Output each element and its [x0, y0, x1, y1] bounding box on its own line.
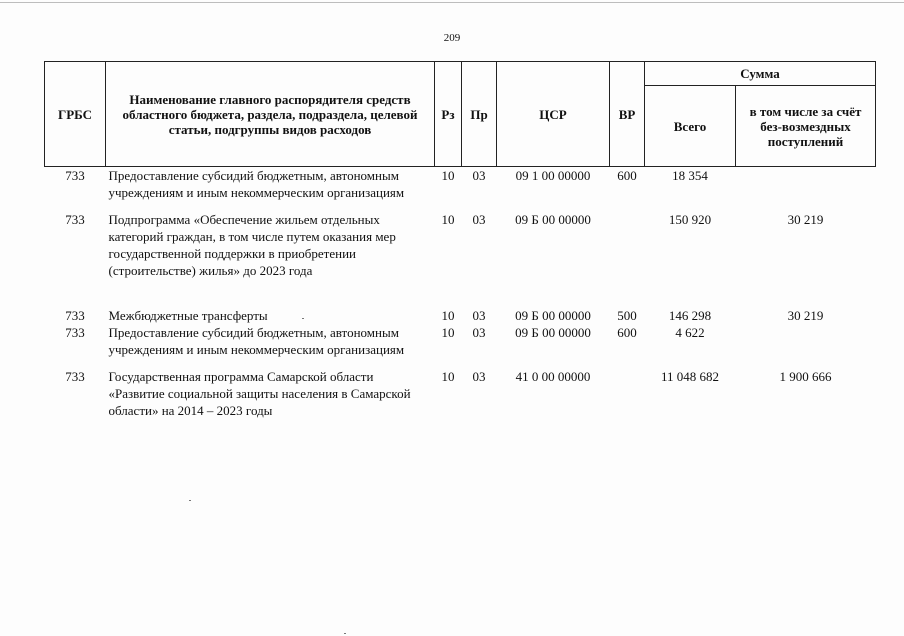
- cell-name: Предоставление субсидий бюджетным, автономным учреждениям и иным некоммерческим организациям: [108, 325, 405, 357]
- cell-vr: 500: [617, 308, 637, 323]
- cell-csr: 09 Б 00 00000: [515, 212, 591, 227]
- cell-rz: 10: [441, 212, 455, 227]
- cell-rz: 10: [441, 168, 455, 183]
- cell-total: 146 298: [668, 308, 712, 323]
- cell-csr: 41 0 00 00000: [515, 369, 591, 384]
- header-sum: Сумма: [645, 62, 876, 86]
- header-csr: ЦСР: [497, 62, 610, 167]
- cell-free: 30 219: [787, 212, 824, 227]
- cell-name: Межбюджетные трансферты: [108, 308, 268, 323]
- cell-pr: 03: [472, 325, 486, 340]
- cell-free: [736, 167, 876, 202]
- cell-total: 4 622: [675, 325, 705, 340]
- scan-speck: [302, 318, 304, 319]
- cell-grbs: 733: [65, 325, 85, 340]
- header-name: Наименование главного распорядителя средств областного бюджета, раздела, подраздела, целевой статьи, подгруппы видов расходов: [106, 62, 435, 167]
- cell-vr: [610, 211, 645, 279]
- scan-speck: [189, 500, 191, 501]
- header-rz: Рз: [435, 62, 462, 167]
- table-row: [45, 167, 876, 202]
- cell-csr: 09 Б 00 00000: [515, 325, 591, 340]
- cell-name: Подпрограмма «Обеспечение жильем отдельных категорий граждан, в том числе путем оказания мер государственной поддержки в приобретении (строительстве) жилья» до 2023 года: [108, 212, 396, 278]
- cell-total: 18 354: [672, 168, 708, 183]
- header-vr: ВР: [610, 62, 645, 167]
- cell-grbs: 733: [65, 369, 85, 384]
- cell-pr: 03: [472, 212, 486, 227]
- scan-top-edge: [0, 2, 904, 3]
- cell-grbs: 733: [65, 308, 85, 323]
- cell-grbs: 733: [65, 212, 85, 227]
- cell-total: 150 920: [668, 212, 712, 227]
- cell-free: [736, 324, 876, 358]
- cell-vr: 600: [617, 325, 637, 340]
- budget-table: [44, 61, 876, 419]
- cell-csr: 09 Б 00 00000: [515, 308, 591, 323]
- header-grbs: ГРБС: [45, 62, 106, 167]
- table-row: [45, 368, 876, 419]
- header-free: в том числе за счёт без-возмездных поступлений: [736, 86, 876, 167]
- cell-rz: 10: [441, 308, 455, 323]
- cell-pr: 03: [472, 168, 486, 183]
- cell-csr: 09 1 00 00000: [515, 168, 591, 183]
- cell-rz: 10: [441, 369, 455, 384]
- cell-vr: 600: [617, 168, 637, 183]
- cell-rz: 10: [441, 325, 455, 340]
- cell-grbs: 733: [65, 168, 85, 183]
- cell-name: Государственная программа Самарской области «Развитие социальной защиты населения в Самарской области» на 2014 – 2023 годы: [108, 369, 411, 418]
- scan-speck: [344, 633, 346, 634]
- cell-total: 11 048 682: [660, 369, 720, 384]
- header-total: Всего: [645, 86, 736, 167]
- header-pr: Пр: [462, 62, 497, 167]
- table-row: [45, 324, 876, 358]
- cell-name: Предоставление субсидий бюджетным, автономным учреждениям и иным некоммерческим организациям: [108, 168, 405, 200]
- table-row: [45, 211, 876, 279]
- cell-free: 1 900 666: [779, 369, 832, 384]
- cell-vr: [610, 368, 645, 419]
- cell-free: 30 219: [787, 308, 824, 323]
- cell-pr: 03: [472, 308, 486, 323]
- page-number: 209: [443, 32, 461, 44]
- table-row: [45, 307, 876, 324]
- cell-pr: 03: [472, 369, 486, 384]
